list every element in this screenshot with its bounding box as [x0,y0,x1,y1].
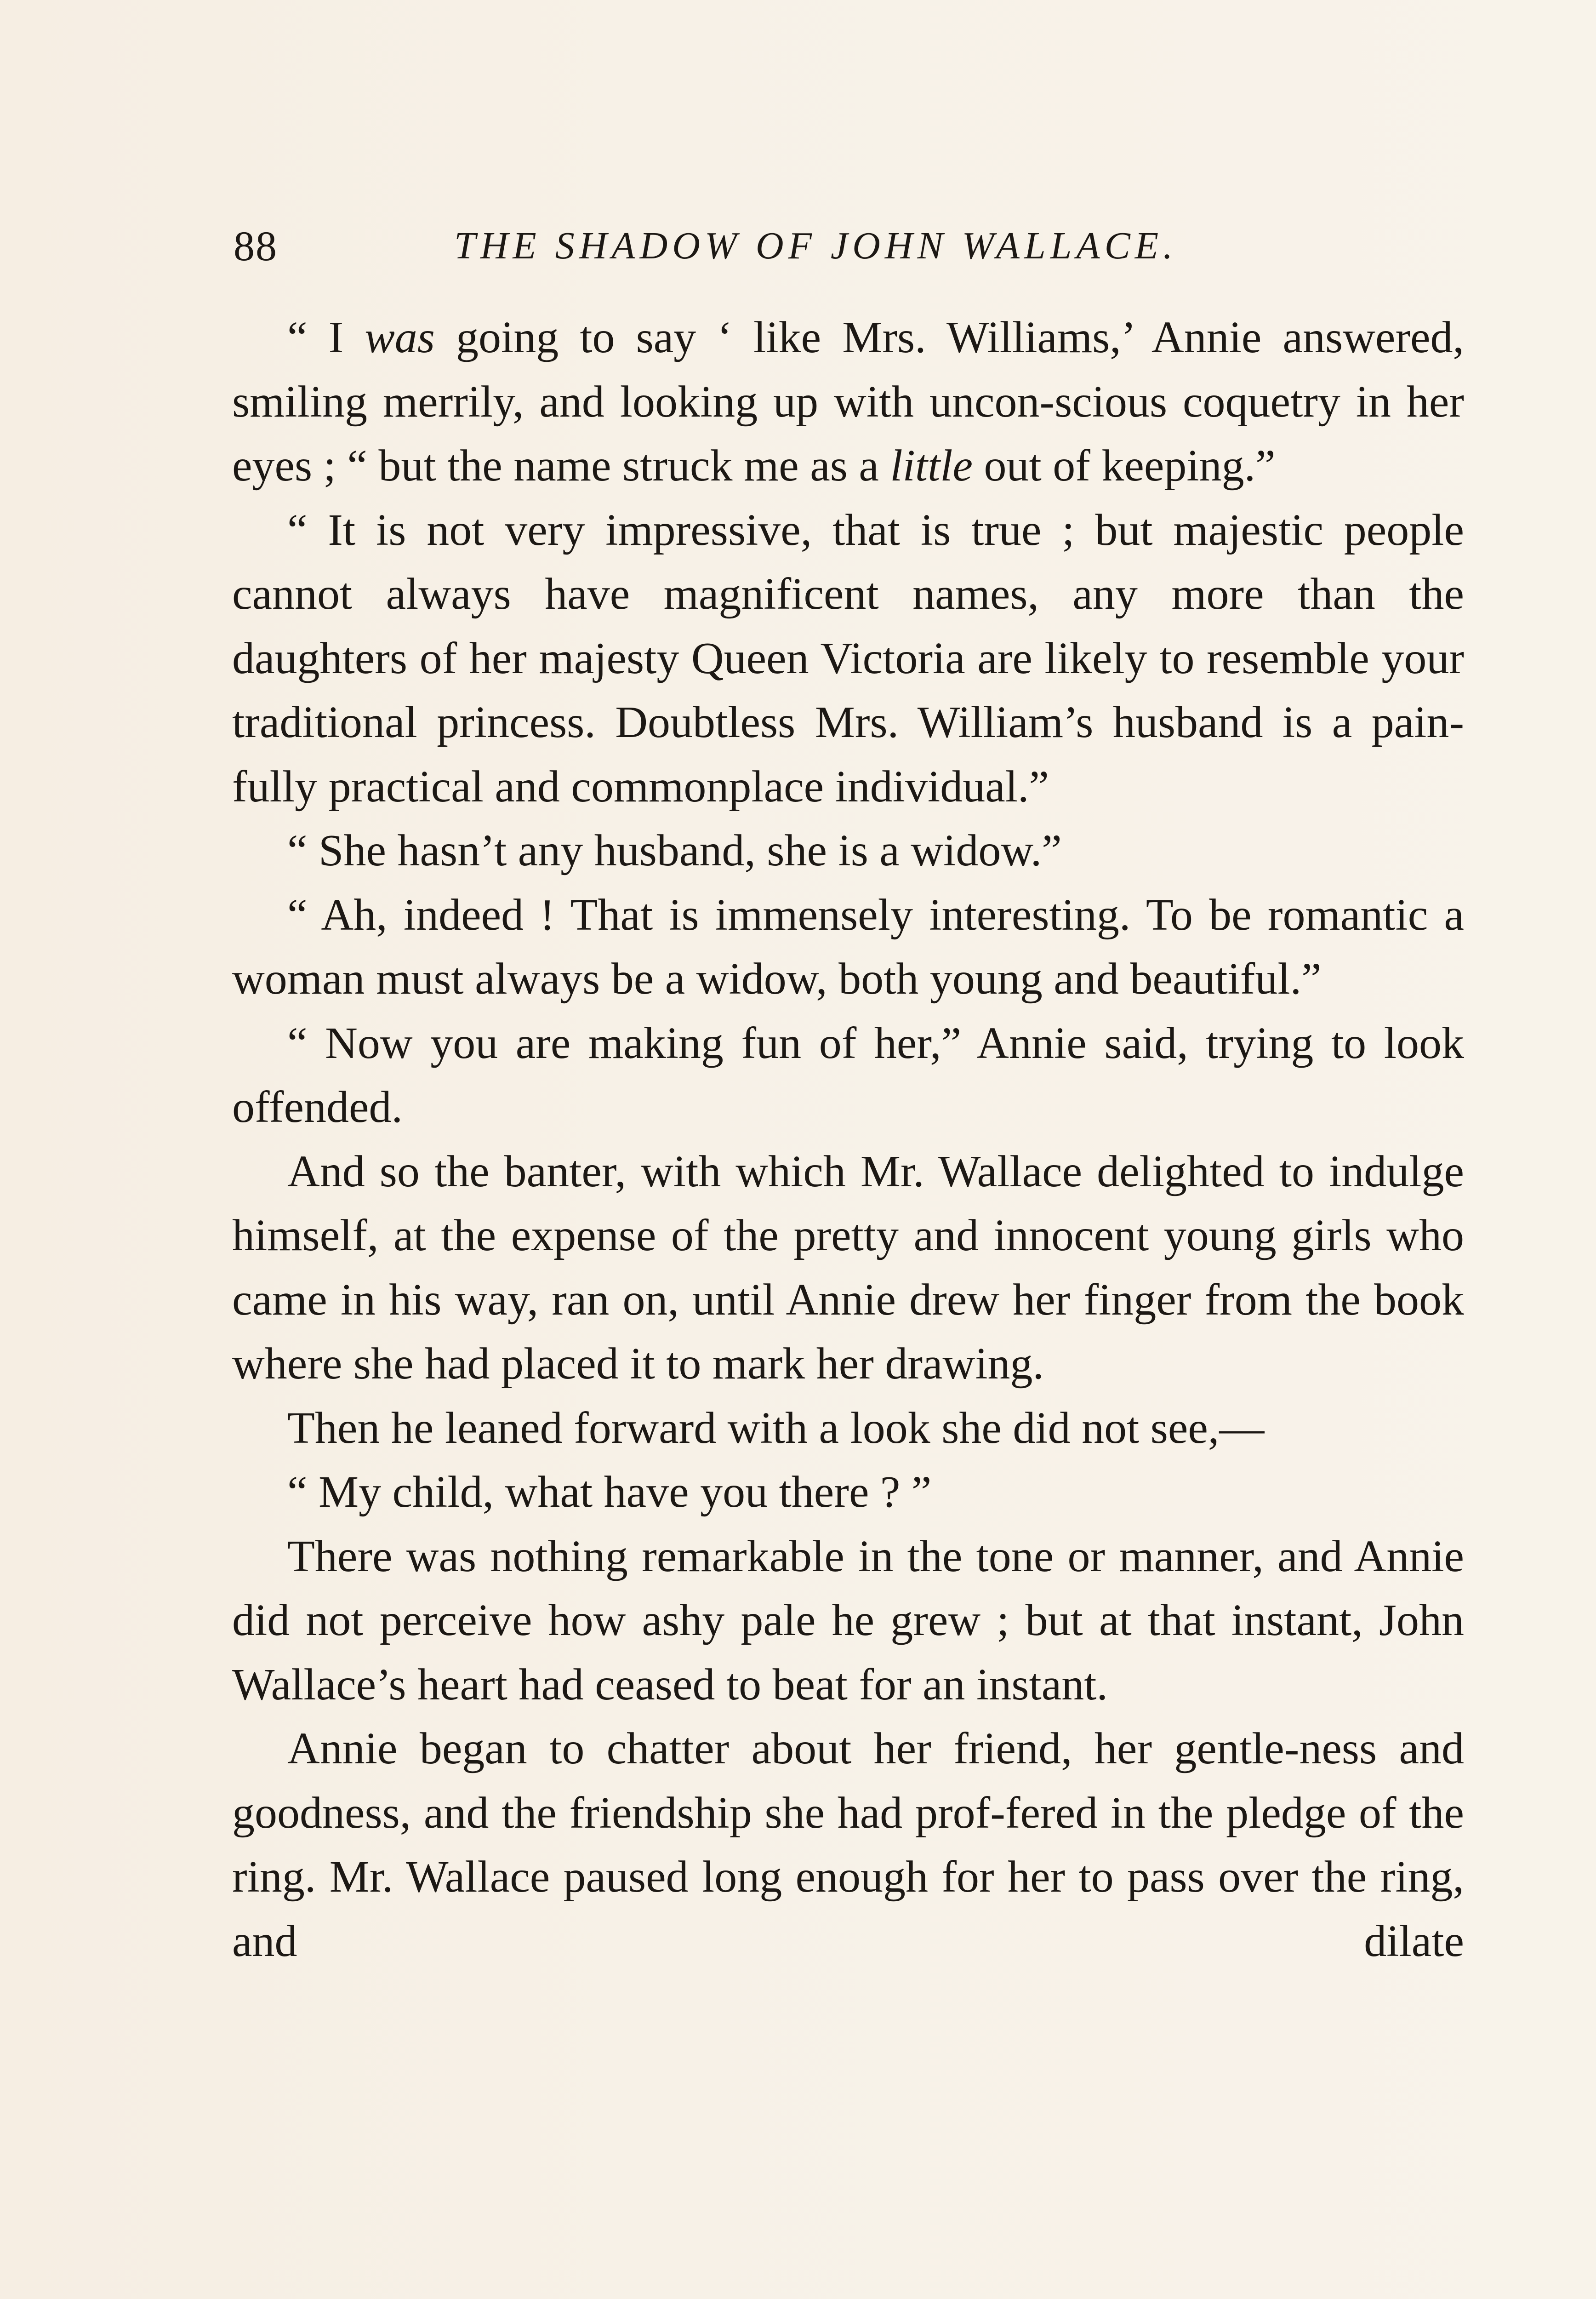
running-title: THE SHADOW OF JOHN WALLACE. [454,224,1178,267]
paragraph: “ Ah, indeed ! That is immensely interesting. To be romantic a woman must always be a widow, both young and beautiful.” [232,890,1464,1004]
italic-emphasis: little [890,441,973,491]
page-number: 88 [234,223,278,269]
paragraph: Annie began to chatter about her friend, her gentle-ness and goodness, and the friendship she had prof-fered in the pledge of the ring. Mr. Wallace paused long enough for her to pass over the ring, and dilate [232,1724,1464,1966]
paragraph: “ She hasn’t any husband, she is a widow.” [287,826,1062,875]
paragraph: “ Now you are making fun of her,” Annie said, trying to look offended. [232,1018,1464,1132]
paragraph-text: going to say ‘ like Mrs. Williams,’ Annie answered, smiling merrily, and looking up with uncon-scious coquetry in her eyes ; “ but the name struck me as a [232,313,1464,491]
italic-emphasis: was [365,313,435,362]
paragraph [232,306,1464,498]
body-text [232,306,1464,1973]
paragraph: Then he leaned forward with a look she did not see,— [287,1403,1265,1453]
paragraph-text: “ I [287,313,365,362]
paragraph: There was nothing remarkable in the tone or manner, and Annie did not perceive how ashy pale he grew ; but at that instant, John Wallace’s heart had ceased to beat for an instant. [232,1531,1464,1710]
paragraph: And so the banter, with which Mr. Wallace delighted to indulge himself, at the expense of the pretty and innocent young girls who came in his way, ran on, until Annie drew her finger from the book where she had placed it to mark her drawing. [232,1146,1464,1389]
page-header [234,216,1465,276]
paragraph: “ It is not very impressive, that is true ; but majestic people cannot always have magnificent names, any more than the daughters of her majesty Queen Victoria are likely to resemble your traditional princess. Doubtless Mrs. William’s husband is a pain-fully practical and commonplace individual.” [232,505,1464,812]
paragraph-text: out of keeping.” [973,441,1276,491]
paragraph: “ My child, what have you there ? ” [287,1467,932,1517]
